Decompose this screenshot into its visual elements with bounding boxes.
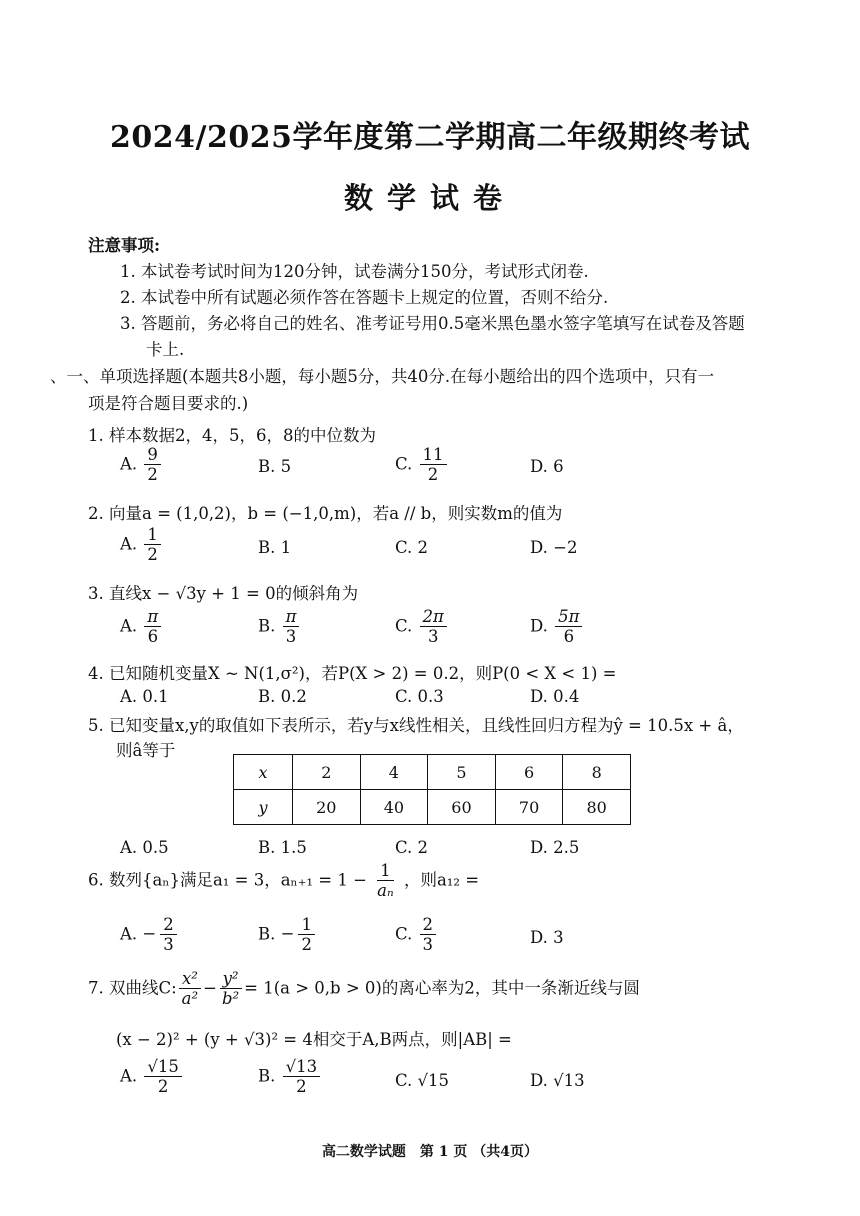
question-2-stem: 2. 向量a = (1,0,2)，b = (−1,0,m)，若a // b，则实数m的值为: [88, 504, 563, 523]
table-cell: 5: [428, 755, 496, 790]
data-table: [233, 754, 631, 825]
q1-option-b: B. 5: [258, 457, 292, 476]
table-cell: 20: [293, 790, 361, 825]
question-5-stem: 5. 已知变量x,y的取值如下表所示，若y与x线性相关，且线性回归方程为ŷ = 10.5x + â，: [88, 716, 744, 735]
question-4-stem: 4. 已知随机变量X ~ N(1,σ²)，若P(X > 2) = 0.2，则P(0 < X < 1) =: [88, 664, 617, 683]
q3-option-c: C. $\frac{2\pi}{3}$: [395, 608, 449, 646]
section-heading: 、一、单项选择题(本题共8小题，每小题5分，共40分.在每小题给出的四个选项中，只有一: [50, 367, 715, 386]
notice-item-1: 1. 本试卷考试时间为120分钟，试卷满分150分，考试形式闭卷.: [120, 262, 589, 281]
q2-option-a: A. $\frac{1}{2}$: [120, 526, 163, 564]
q2-option-c: C. 2: [395, 538, 429, 557]
table-row: [234, 755, 631, 790]
q5-option-d: D. 2.5: [530, 838, 580, 857]
notice-heading: 注意事项:: [88, 236, 161, 255]
q7-option-c: C. √15: [395, 1071, 450, 1090]
q4-option-a: A. 0.1: [120, 687, 169, 706]
q4-option-d: D. 0.4: [530, 687, 580, 706]
q7-option-a: A. $\frac{√15}{2}$: [120, 1058, 184, 1096]
q5-option-a: A. 0.5: [120, 838, 169, 857]
notice-item-3-cont: 卡上.: [146, 340, 185, 359]
q7-option-d: D. √13: [530, 1071, 585, 1090]
q3-option-a: A. $\frac{\pi}{6}$: [120, 608, 163, 646]
question-1-stem: 1. 样本数据2，4，5，6，8的中位数为: [88, 426, 376, 445]
table-cell: 6: [495, 755, 563, 790]
question-7-stem-cont: (x − 2)² + (y + √3)² = 4相交于A,B两点，则|AB| =: [116, 1030, 512, 1049]
q1-option-d: D. 6: [530, 457, 564, 476]
q4-option-c: C. 0.3: [395, 687, 444, 706]
q6-option-a: A. − $\frac{2}{3}$: [120, 916, 179, 954]
q3-option-b: B. $\frac{\pi}{3}$: [258, 608, 301, 646]
table-cell: 60: [428, 790, 496, 825]
q6-option-d: D. 3: [530, 928, 564, 947]
table-cell: 40: [360, 790, 428, 825]
q2-option-b: B. 1: [258, 538, 292, 557]
question-5-stem-cont: 则â等于: [116, 741, 176, 760]
table-cell: 2: [293, 755, 361, 790]
q1-option-a: A. $\frac{9}{2}$: [120, 446, 163, 484]
table-cell: 8: [563, 755, 631, 790]
q5-option-b: B. 1.5: [258, 838, 307, 857]
table-cell: 70: [495, 790, 563, 825]
page-title: 2024/2025学年度第二学期高二年级期终考试: [110, 120, 750, 155]
q6-option-b: B. − $\frac{1}{2}$: [258, 916, 317, 954]
question-7-stem: 7. 双曲线C: $\frac{\text{x²}}{\text{a²}}$ − $\frac{\text{y²}}{\text{b²}}$ = 1(a > 0,b > 0)的离心率为2，其中一条渐近线与圆: [88, 969, 640, 1009]
notice-item-2: 2. 本试卷中所有试题必须作答在答题卡上规定的位置，否则不给分.: [120, 288, 609, 307]
table-cell: 80: [563, 790, 631, 825]
page-subtitle: 数学试卷: [343, 181, 516, 215]
table-cell: y: [234, 790, 293, 825]
table-row: [234, 790, 631, 825]
q4-option-b: B. 0.2: [258, 687, 307, 706]
table-cell: 4: [360, 755, 428, 790]
question-6-stem: 6. 数列{aₙ}满足a₁ = 3，aₙ₊₁ = 1 − $\frac{1}{\text{aₙ}}$ ，则a₁₂ =: [88, 861, 480, 901]
notice-item-3: 3. 答题前，务必将自己的姓名、准考证号用0.5毫米黑色墨水签字笔填写在试卷及答题: [120, 314, 745, 333]
q3-option-d: D. $\frac{5\pi}{6}$: [530, 608, 584, 646]
q5-option-c: C. 2: [395, 838, 429, 857]
table-cell: x: [234, 755, 293, 790]
q7-option-b: B. $\frac{√13}{2}$: [258, 1058, 322, 1096]
q1-option-c: C. $\frac{11}{2}$: [395, 446, 449, 484]
question-3-stem: 3. 直线x − √3y + 1 = 0的倾斜角为: [88, 584, 359, 603]
page-footer: 高二数学试题 第 1 页 （共4页）: [321, 1144, 539, 1160]
section-heading-cont: 项是符合题目要求的.): [88, 394, 249, 413]
q2-option-d: D. −2: [530, 538, 578, 557]
q6-option-c: C. $\frac{2}{3}$: [395, 916, 438, 954]
